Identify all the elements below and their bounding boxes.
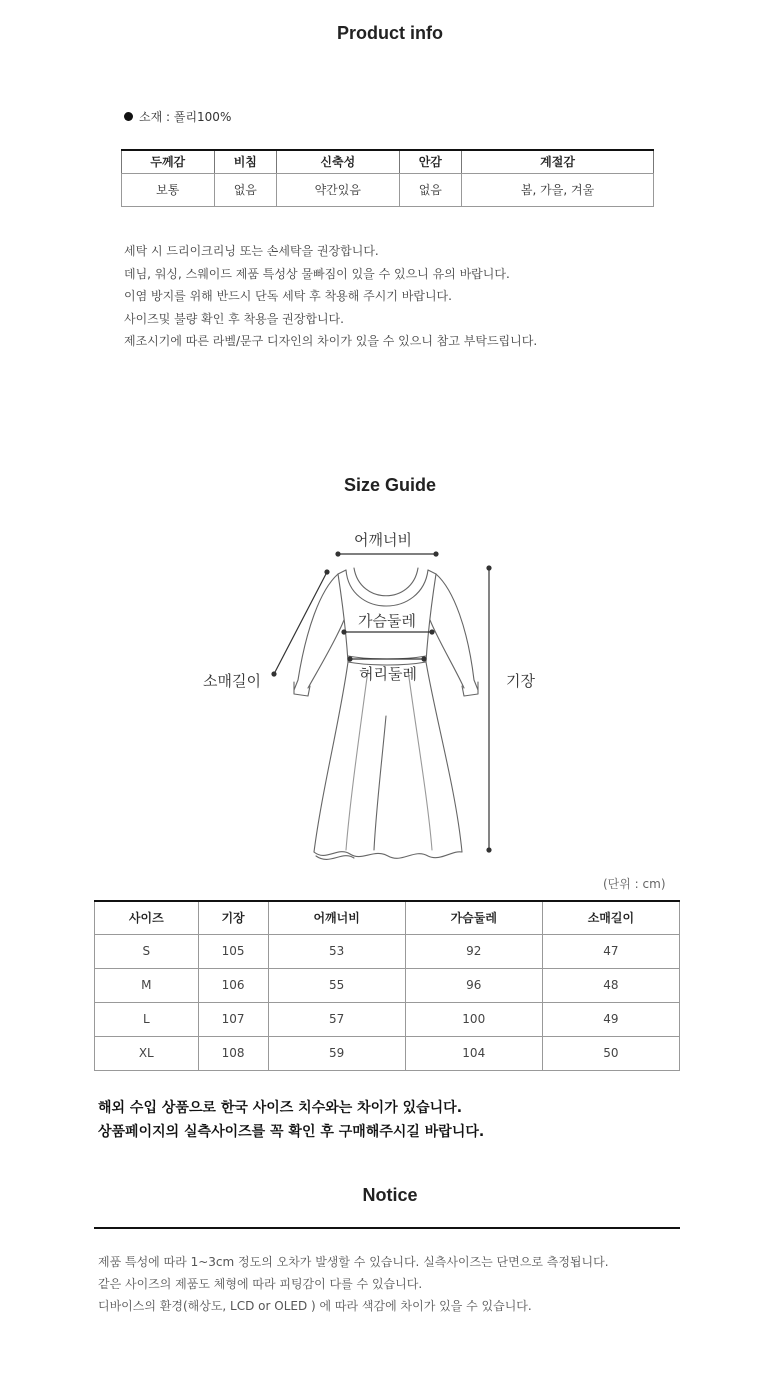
care-line: 데님, 워싱, 스웨이드 제품 특성상 물빠짐이 있을 수 있으니 유의 바랍니다.: [124, 266, 510, 281]
header-sleeve: 소매길이: [542, 901, 679, 934]
material-text: 소재 : 폴리100%: [139, 110, 232, 124]
shoulder-label: 어깨너비: [354, 531, 412, 549]
dress-illustration: [0, 510, 780, 880]
notice-title: Notice: [362, 1185, 418, 1205]
properties-header-row: [122, 150, 654, 173]
import-size-warning: [98, 1096, 484, 1144]
warning-line: 상품페이지의 실측사이즈를 꼭 확인 후 구매해주시길 바랍니다.: [98, 1124, 485, 1140]
product-properties-table: [121, 149, 654, 207]
header-chest: 가슴둘레: [405, 901, 542, 934]
sleeve-label: 소매길이: [203, 672, 261, 690]
care-line: 이염 방지를 위해 반드시 단독 세탁 후 착용해 주시기 바랍니다.: [124, 289, 452, 303]
warning-line: 해외 수입 상품으로 한국 사이즈 치수와는 차이가 있습니다.: [98, 1100, 463, 1116]
properties-value-row: [122, 173, 654, 206]
unit-label: (단위 : cm): [603, 877, 666, 891]
header-stretch: 신축성: [277, 150, 399, 173]
notice-line: 같은 사이즈의 제품도 체형에 따라 피팅감이 다를 수 있습니다.: [98, 1277, 423, 1291]
table-row: [95, 934, 680, 968]
notice-text: [98, 1251, 609, 1317]
dress-size-diagram: [0, 510, 780, 880]
length-label: 기장: [506, 672, 535, 690]
table-cell: 50: [542, 1036, 679, 1070]
header-lining: 안감: [399, 150, 462, 173]
table-cell: 108: [198, 1036, 268, 1070]
table-cell: 100: [405, 1002, 542, 1036]
material-line: [124, 108, 231, 125]
notice-line: 디바이스의 환경(해상도, LCD or OLED ) 에 따라 색감에 차이가 있을 수 있습니다.: [98, 1299, 532, 1313]
table-cell: 92: [405, 934, 542, 968]
table-cell: 49: [542, 1002, 679, 1036]
care-line: 제조시기에 따른 라벨/문구 디자인의 차이가 있을 수 있으니 참고 부탁드립니다.: [124, 334, 538, 348]
table-cell: 55: [268, 968, 405, 1002]
table-cell: 104: [405, 1036, 542, 1070]
size-guide-title: Size Guide: [343, 475, 437, 495]
size-table: [94, 900, 680, 1071]
table-row: [95, 1036, 680, 1070]
header-sheerness: 비침: [214, 150, 277, 173]
notice-line: 제품 특성에 따라 1~3cm 정도의 오차가 발생할 수 있습니다. 실측사이즈는 단면으로 측정됩니다.: [98, 1255, 609, 1269]
table-row: [95, 968, 680, 1002]
table-cell: S: [95, 934, 199, 968]
value-stretch: 약간있음: [277, 173, 399, 206]
table-cell: 105: [198, 934, 268, 968]
table-cell: 59: [268, 1036, 405, 1070]
value-sheerness: 없음: [214, 173, 277, 206]
header-shoulder: 어깨너비: [268, 901, 405, 934]
table-cell: 106: [198, 968, 268, 1002]
table-cell: 47: [542, 934, 679, 968]
table-row: [95, 1002, 680, 1036]
table-cell: 107: [198, 1002, 268, 1036]
chest-label: 가슴둘레: [358, 612, 416, 630]
table-cell: 53: [268, 934, 405, 968]
waist-label: 허리둘레: [359, 665, 417, 683]
header-thickness: 두께감: [122, 150, 215, 173]
value-thickness: 보통: [122, 173, 215, 206]
value-season: 봄, 가을, 겨울: [462, 173, 654, 206]
table-cell: 96: [405, 968, 542, 1002]
table-cell: XL: [95, 1036, 199, 1070]
header-length: 기장: [198, 901, 268, 934]
care-line: 사이즈및 불량 확인 후 착용을 권장합니다.: [124, 311, 344, 326]
table-cell: 57: [268, 1002, 405, 1036]
size-header-row: [95, 901, 680, 934]
bullet-icon: [124, 112, 133, 121]
notice-divider: [94, 1227, 680, 1229]
header-size: 사이즈: [95, 901, 199, 934]
table-cell: M: [95, 968, 199, 1002]
product-info-title: Product info: [337, 23, 443, 43]
table-cell: 48: [542, 968, 679, 1002]
care-line: 세탁 시 드리이크리닝 또는 손세탁을 권장합니다.: [124, 244, 379, 258]
care-instructions: [124, 240, 537, 353]
value-lining: 없음: [399, 173, 462, 206]
header-season: 계절감: [462, 150, 654, 173]
table-cell: L: [95, 1002, 199, 1036]
